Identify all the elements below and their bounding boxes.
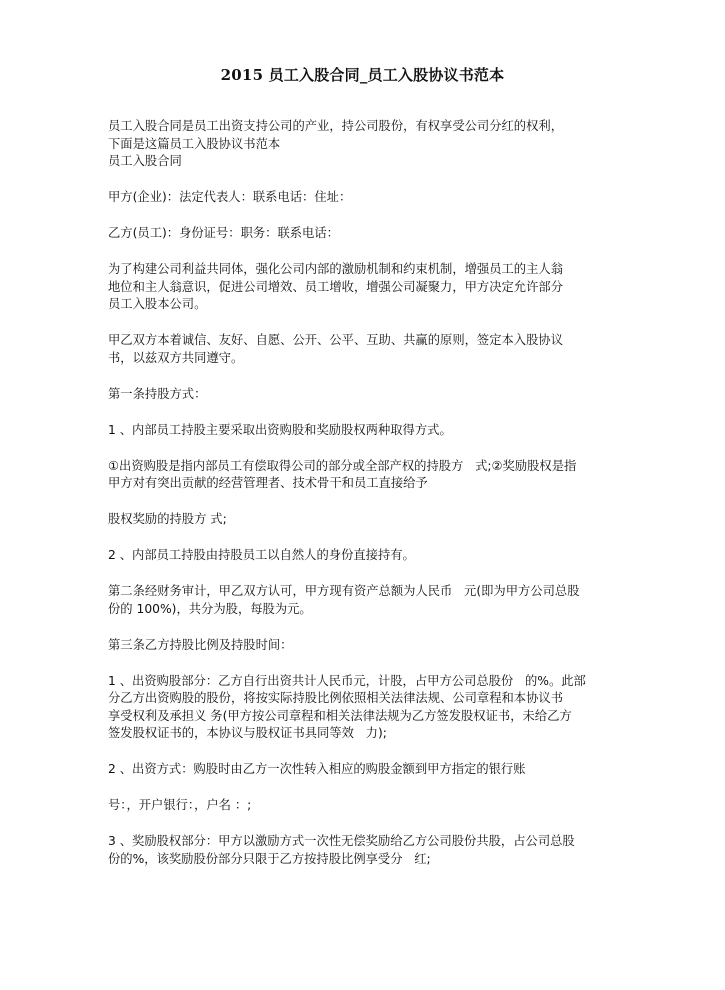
paragraph (108, 422, 618, 440)
paragraph-line: 下面是这篇员工入股协议书范本 (108, 136, 281, 151)
paragraph-line: 地位和主人翁意识，促进公司增效、员工增收，增强公司凝聚力，甲方决定允许部分 (108, 279, 563, 294)
paragraph-line: 签发股权证书的，本协议与股权证书具同等效 力); (108, 726, 387, 740)
paragraph-line: 号：，开户银行：，户名 ：; (108, 798, 252, 812)
paragraph (108, 189, 618, 207)
paragraph-line: 份的%，该奖励股份部分只限于乙方按持股比例享受分 红; (108, 851, 431, 866)
paragraph-line: 书，以兹双方共同遵守。 (108, 350, 244, 365)
paragraph-line: 第二条经财务审计，甲乙双方认可，甲方现有资产总额为人民币 元(即为甲方公司总股 (108, 584, 580, 598)
paragraph-line: 股权奖励的持股方 式; (108, 512, 227, 526)
paragraph (108, 833, 618, 868)
paragraph-line: 2 、出资方式：购股时由乙方一次性转入相应的购股金额到甲方指定的银行账 (108, 762, 526, 776)
paragraph (108, 261, 618, 314)
paragraph-line: 甲方对有突出贡献的经营管理者、技术骨干和员工直接给予 (108, 476, 428, 490)
paragraph-line: 为了构建公司利益共同体，强化公司内部的激励机制和约束机制，增强员工的主人翁 (108, 262, 563, 276)
document-title: 2015 员工入股合同_员工入股协议书范本 (220, 66, 505, 84)
paragraph (108, 547, 618, 565)
paragraph-line: 1 、内部员工持股主要采取出资购股和奖励股权两种取得方式。 (108, 422, 452, 437)
paragraph-line: 分乙方出资购股的股份，将按实际持股比例依照相关法律法规、公司章程和本协议书 (108, 691, 563, 705)
paragraph (108, 637, 618, 655)
paragraph (108, 225, 618, 243)
paragraph (108, 386, 618, 404)
paragraph (108, 118, 618, 171)
paragraph-line: 第一条持股方式： (108, 386, 207, 401)
paragraph (108, 458, 618, 493)
paragraph (108, 673, 618, 743)
paragraph-line: 员工入股本公司。 (108, 297, 207, 311)
paragraph-line: 员工入股合同是员工出资支持公司的产业，持公司股份，有权享受公司分红的权利， (108, 119, 563, 133)
paragraph-line: ①出资购股是指内部员工有偿取得公司的部分或全部产权的持股方 式;②奖励股权是指 (108, 458, 577, 473)
paragraph-line: 3 、奖励股权部分：甲方以激励方式一次性无偿奖励给乙方公司股份共股，占公司总股 (108, 834, 575, 848)
paragraph-line: 员工入股合同 (108, 154, 182, 168)
paragraph-line: 乙方(员工)：身份证号：职务：联系电话： (108, 226, 339, 240)
paragraph-line: 甲方(企业)：法定代表人：联系电话：住址： (108, 190, 352, 204)
paragraph-line: 第三条乙方持股比例及持股时间： (108, 637, 293, 652)
paragraph (108, 332, 618, 367)
paragraph (108, 761, 618, 779)
paragraph (108, 511, 618, 529)
paragraph-line: 甲乙双方本着诚信、友好、自愿、公开、公平、互助、共赢的原则，签定本入股协议 (108, 333, 563, 347)
paragraph-line: 享受权利及承担义 务(甲方按公司章程和相关法律法规为乙方签发股权证书，未给乙方 (108, 708, 572, 723)
paragraph (108, 797, 618, 815)
paragraph-line: 份的 100%)，共分为股，每股为元。 (108, 601, 312, 616)
paragraph-line: 1 、出资购股部分：乙方自行出资共计人民币元，计股，占甲方公司总股份 的%。此部 (108, 673, 586, 688)
document-body (108, 118, 618, 868)
paragraph-line: 2 、内部员工持股由持股员工以自然人的身份直接持有。 (108, 548, 415, 562)
paragraph (108, 583, 618, 618)
